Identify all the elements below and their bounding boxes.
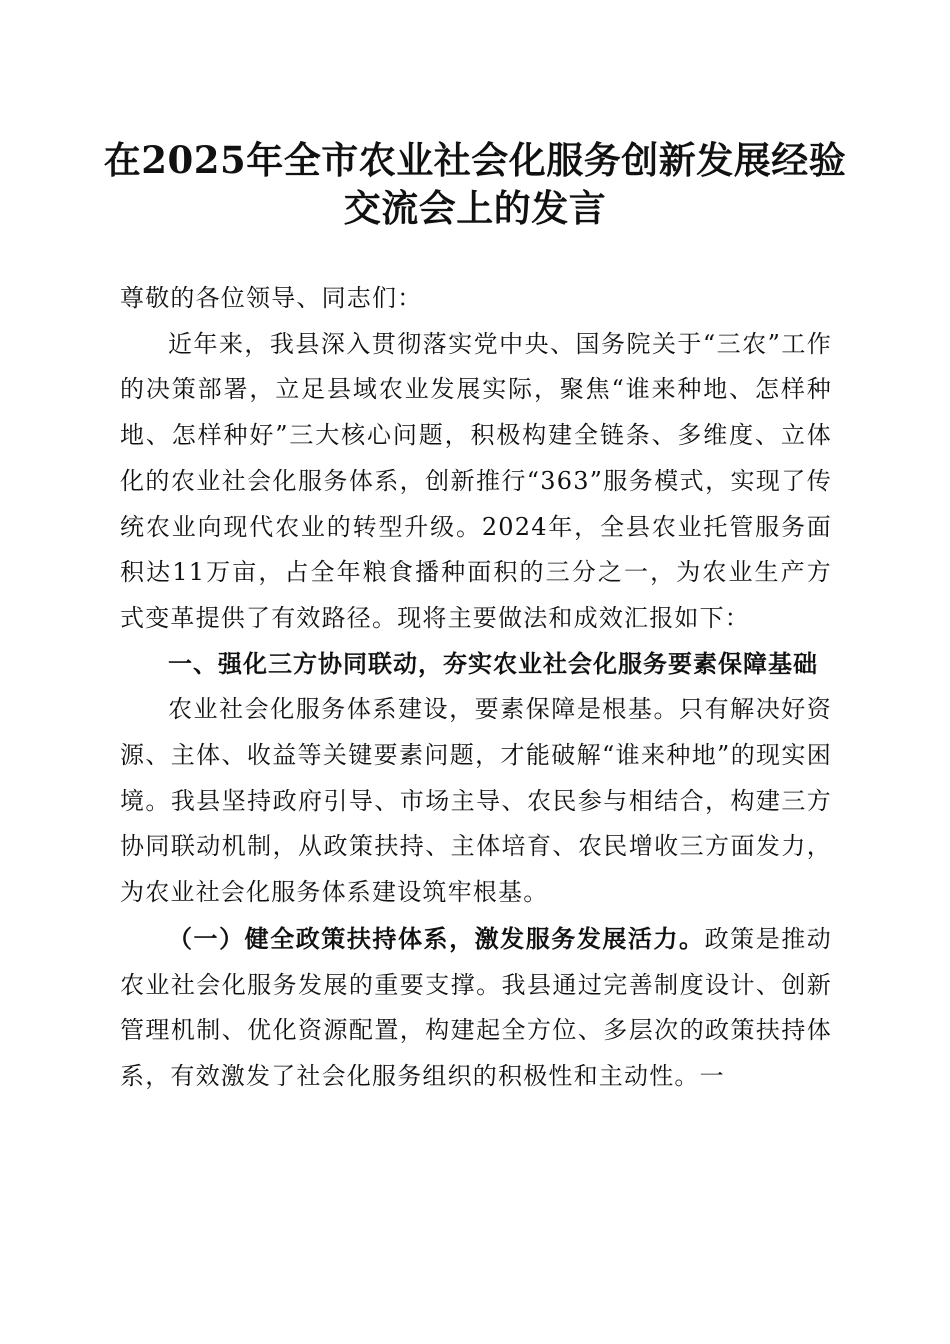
subsection-heading-1: （一）健全政策扶持体系，激发服务发展活力。 bbox=[168, 923, 705, 953]
document-body bbox=[120, 276, 832, 1100]
title-line-2: 交流会上的发言 bbox=[343, 186, 607, 230]
intro-paragraph: 近年来，我县深入贯彻落实党中央、国务院关于“三农”工作的决策部署，立足县域农业发展实际，聚焦“谁来种地、怎样种地、怎样种好”三大核心问题，积极构建全链条、多维度、立体化的农业社会化服务体系，创新推行“363”服务模式，实现了传统农业向现代农业的转型升级。2024年，全县农业托管服务面积达11万亩，占全年粮食播种面积的三分之一，为农业生产方式变革提供了有效路径。现将主要做法和成效汇报如下： bbox=[120, 329, 832, 632]
subsection-1-paragraph bbox=[120, 916, 832, 1100]
document-title bbox=[60, 136, 890, 232]
section-heading-1: 一、强化三方协同联动，夯实农业社会化服务要素保障基础 bbox=[168, 649, 818, 678]
title-line-1: 在2025年全市农业社会化服务创新发展经验 bbox=[103, 138, 847, 182]
greeting: 尊敬的各位领导、同志们： bbox=[120, 284, 423, 312]
subsection-1-body: 政策是推动农业社会化服务发展的重要支撑。我县通过完善制度设计、创新管理机制、优化资源配置，构建起全方位、多层次的政策扶持体系，有效激发了社会化服务组织的积极性和主动性。一 bbox=[120, 924, 833, 1090]
section-1-paragraph: 农业社会化服务体系建设，要素保障是根基。只有解决好资源、主体、收益等关键要素问题，才能破解“谁来种地”的现实困境。我县坚持政府引导、市场主导、农民参与相结合，构建三方协同联动机制，从政策扶持、主体培育、农民增收三方面发力，为农业社会化服务体系建设筑牢根基。 bbox=[120, 695, 832, 907]
